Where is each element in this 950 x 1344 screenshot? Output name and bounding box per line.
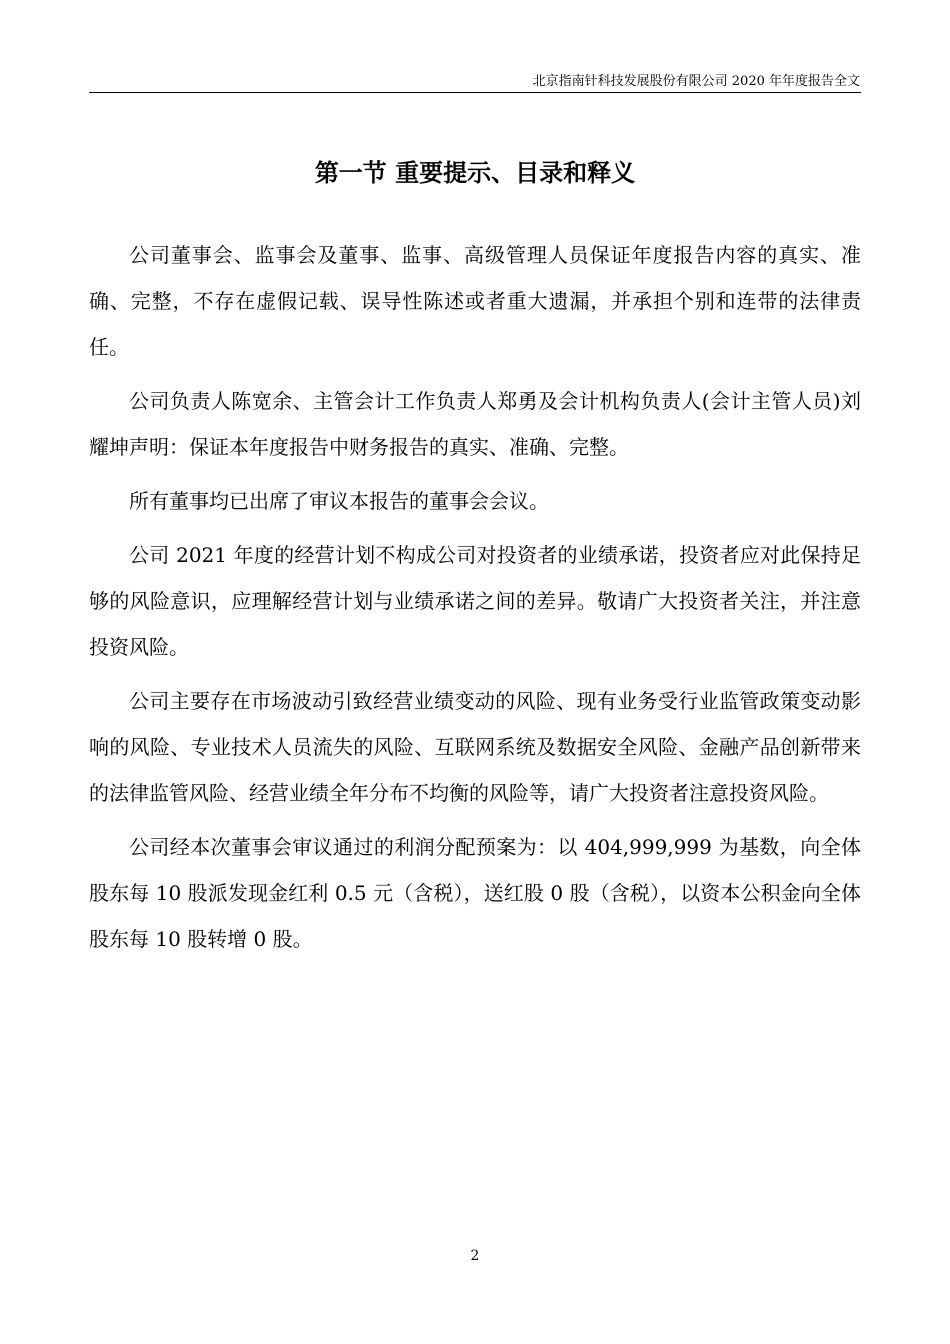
paragraph-responsible-persons-statement: 公司负责人陈宽余、主管会计工作负责人郑勇及会计机构负责人(会计主管人员)刘耀坤声明：保证本年度报告中财务报告的真实、准确、完整。 [89,389,861,459]
document-body [89,232,861,970]
paragraph-business-plan-disclaimer: 公司 2021 年度的经营计划不构成公司对投资者的业绩承诺，投资者应对此保持足够的风险意识，应理解经营计划与业绩承诺之间的差异。敬请广大投资者关注，并注意投资风险。 [89,543,861,659]
section-title: 第一节 重要提示、目录和释义 [314,158,636,187]
paragraph-main-risks: 公司主要存在市场波动引致经营业绩变动的风险、现有业务受行业监管政策变动影响的风险、专业技术人员流失的风险、互联网系统及数据安全风险、金融产品创新带来的法律监管风险、经营业绩全年分布不均衡的风险等，请广大投资者注意投资风险。 [89,689,861,805]
page-number: 2 [470,1248,480,1264]
running-header: 北京指南针科技发展股份有限公司 2020 年年度报告全文 [532,74,860,89]
paragraph-profit-distribution: 公司经本次董事会审议通过的利润分配预案为：以 404,999,999 为基数，向全体股东每 10 股派发现金红利 0.5 元（含税），送红股 0 股（含税），以资本公积金向全体股东每 10 股转增 0 股。 [89,835,861,951]
paragraph-board-guarantee: 公司董事会、监事会及董事、监事、高级管理人员保证年度报告内容的真实、准确、完整，不存在虚假记载、误导性陈述或者重大遗漏，并承担个别和连带的法律责任。 [89,243,861,359]
paragraph-directors-attendance: 所有董事均已出席了审议本报告的董事会会议。 [129,489,549,513]
header-divider [89,92,861,93]
